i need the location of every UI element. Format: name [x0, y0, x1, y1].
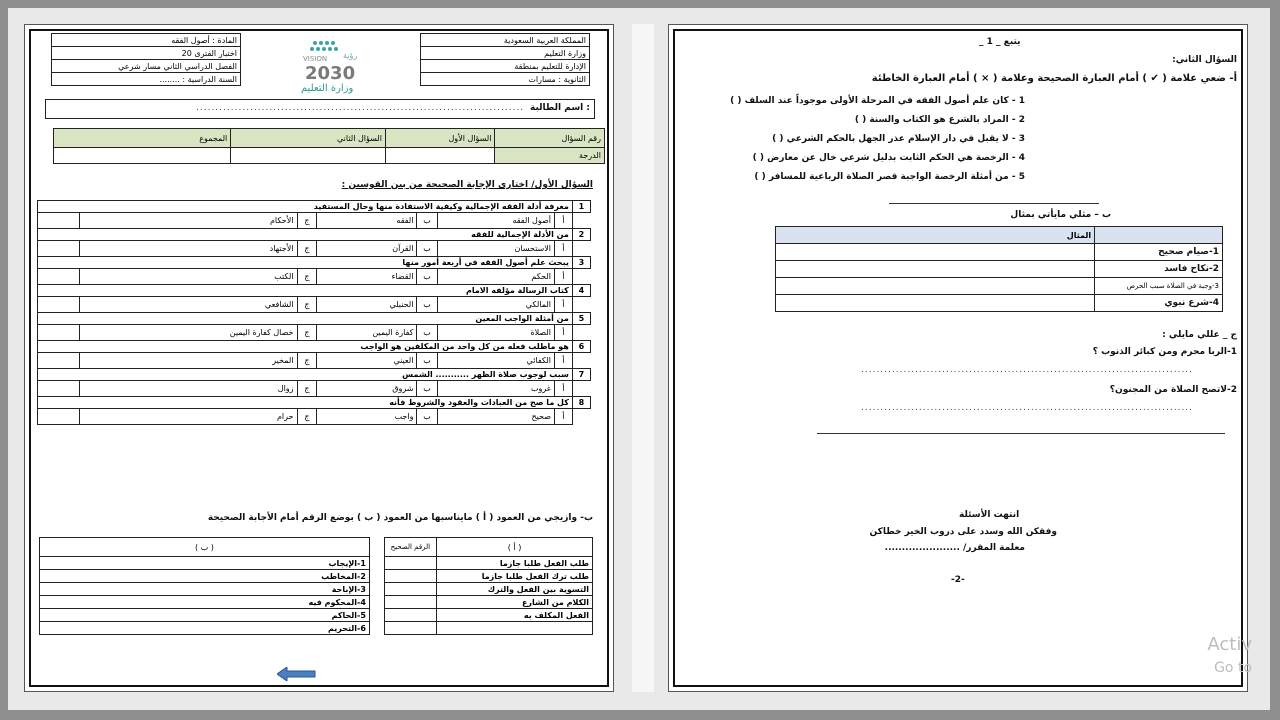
end-text: انتهت الأسئلة [959, 510, 1020, 520]
mcq-letter-b[interactable]: ب [417, 297, 437, 313]
mcq-letter-c[interactable]: ج [297, 409, 317, 425]
num-header: الرقم الصحيح [384, 538, 436, 557]
q1b-title: ب- وازيجي من العمود ( أ ) مايناسبها من العمود ( ب ) بوضع الرقم أمام الأجابة الصحيحة [207, 513, 593, 523]
example-item-1: 1-صيام صحيح [1095, 244, 1223, 261]
mcq-option-b[interactable]: الفقه [317, 213, 417, 229]
match-col-a-item [437, 622, 593, 635]
mcq-letter-a[interactable]: أ [555, 297, 573, 313]
match-answer-cell[interactable] [384, 622, 436, 635]
back-arrow-icon[interactable] [277, 667, 317, 681]
mcq-body [38, 201, 591, 425]
page-number: -2- [951, 575, 965, 585]
score-table [53, 128, 605, 164]
tf-item-5: 5 - من أمثلة الرخصة الواجبة قصر الصلاة الرباعية للمسافر ( ) [754, 172, 1025, 182]
mcq-stem: يبحث علم أصول الفقه في أربعة أمور منها [38, 257, 573, 269]
mcq-stem: كتاب الرسالة مؤلفه الامام [38, 285, 573, 297]
mcq-options-row [38, 213, 591, 229]
mcq-stem-row [38, 341, 591, 353]
subject-cell: المادة : أصول الفقه [52, 34, 241, 47]
header-left-table [51, 33, 241, 86]
logo-vision: VISION [303, 55, 328, 63]
mcq-letter-a[interactable]: أ [555, 409, 573, 425]
mcq-options-row [38, 325, 591, 341]
mcq-option-b[interactable]: القضاء [317, 269, 417, 285]
match-answer-cell[interactable] [384, 557, 436, 570]
mcq-stem-row [38, 397, 591, 409]
divider-1 [889, 203, 1099, 204]
mcq-letter-c[interactable]: ج [297, 241, 317, 257]
match-table [39, 537, 593, 635]
mcq-options-row [38, 381, 591, 397]
mcq-letter-a[interactable]: أ [555, 241, 573, 257]
mcq-number: 3 [572, 257, 590, 269]
example-header: المثال [776, 227, 1095, 244]
mcq-table [37, 200, 591, 425]
mcq-number: 6 [572, 341, 590, 353]
tf-item-2: 2 - المراد بالشرع هو الكتاب والسنة ( ) [854, 115, 1025, 125]
mcq-letter-a[interactable]: أ [555, 353, 573, 369]
mcq-number: 5 [572, 313, 590, 325]
score-q2-cell[interactable] [231, 148, 386, 164]
school-cell: الثانوية : مسارات [421, 73, 590, 86]
match-col-a-item: طلب الفعل طلبا جازما [437, 557, 593, 570]
mcq-option-c[interactable]: الكتب [80, 269, 297, 285]
activate-watermark-1: Activ [1207, 634, 1252, 655]
divider-2 [817, 433, 1225, 434]
score-q1-cell[interactable] [385, 148, 495, 164]
page-gap [632, 24, 654, 692]
mcq-number: 1 [572, 201, 590, 213]
col-b-header: ( ب ) [40, 538, 370, 557]
match-col-b-item: 6-التحريم [40, 622, 370, 635]
mcq-letter-c[interactable]: ج [297, 269, 317, 285]
mcq-letter-c[interactable]: ج [297, 297, 317, 313]
logo-2030: 2030 [305, 63, 356, 84]
reason-2: 2-لاتصح الصلاة من المجنون؟ [1109, 385, 1237, 395]
match-answer-cell[interactable] [384, 583, 436, 596]
country-cell: المملكة العربية السعودية [421, 34, 590, 47]
mcq-letter-b[interactable]: ب [417, 241, 437, 257]
mcq-stem: سبب لوجوب صلاة الظهر ........... الشمس [38, 369, 573, 381]
mcq-stem: معرفة أدلة الفقه الإجمالية وكيفية الاستفادة منها وحال المستفيد [38, 201, 573, 213]
match-col-b-item: 2-المخاطب [40, 570, 370, 583]
mcq-letter-a[interactable]: أ [555, 213, 573, 229]
tf-item-1: 1 - كان علم أصول الفقه في المرحلة الأولى موجوداً عند السلف ( ) [730, 96, 1025, 106]
mcq-letter-b[interactable]: ب [417, 409, 437, 425]
mcq-letter-b[interactable]: ب [417, 269, 437, 285]
mcq-option-a[interactable]: المالكي [437, 297, 554, 313]
q1-title: السؤال الأول/ اختاري الإجابة الصحيحة من بين القوسين : [341, 180, 593, 190]
match-body [40, 557, 593, 635]
student-name-label: اسم الطالبة : [530, 103, 590, 113]
mcq-option-a[interactable]: غروب [437, 381, 554, 397]
reason-1: 1-الربا محرم ومن كبائر الذنوب ؟ [1092, 347, 1237, 357]
mcq-option-a[interactable]: الحكم [437, 269, 554, 285]
student-name-box[interactable] [45, 99, 595, 119]
match-row [40, 622, 593, 635]
mcq-option-c[interactable]: الأجتهاد [80, 241, 297, 257]
mcq-option-b[interactable]: شروق [317, 381, 417, 397]
mcq-option-b[interactable]: العيني [317, 353, 417, 369]
year-cell: السنة الدراسية : ........ [52, 73, 241, 86]
match-col-b-item: 1-الإيجاب [40, 557, 370, 570]
score-total-cell[interactable] [54, 148, 231, 164]
mcq-letter-c[interactable]: ج [297, 381, 317, 397]
mcq-options-row [38, 241, 591, 257]
ministry-cell: وزارة التعليم [421, 47, 590, 60]
logo-ministry: وزارة التعليم [301, 83, 354, 94]
mcq-letter-a[interactable]: أ [555, 269, 573, 285]
mcq-stem-row [38, 229, 591, 241]
mcq-options-row [38, 409, 591, 425]
mcq-letter-b[interactable]: ب [417, 325, 437, 341]
match-col-b-item: 3-الإباحة [40, 583, 370, 596]
match-row [40, 596, 593, 609]
match-col-a-item: طلب ترك الفعل طلبا جازما [437, 570, 593, 583]
example-answer-3[interactable] [776, 278, 1095, 295]
score-header-qnum: رقم السؤال [495, 129, 605, 148]
mcq-options-row [38, 269, 591, 285]
mcq-options-row [38, 353, 591, 369]
wish-text: وفقكن الله وسدد على دروب الخير خطاكن [869, 527, 1057, 537]
mcq-option-a[interactable]: الصلاة [437, 325, 554, 341]
example-answer-2[interactable] [776, 261, 1095, 278]
exam-page-2 [668, 24, 1248, 692]
mcq-stem-row [38, 285, 591, 297]
q2b-title: ب – مثلي مايأتي بمثال [1010, 210, 1111, 220]
score-header-q1: السؤال الأول [385, 129, 495, 148]
match-answer-cell[interactable] [384, 570, 436, 583]
student-name-dots: ..................................................................................... [196, 103, 525, 113]
mcq-letter-c[interactable]: ج [297, 213, 317, 229]
q2a-instruction: أ- ضعي علامة ( ✔ ) أمام العبارة الصحيحة وعلامة ( × ) أمام العبارة الخاطئة [871, 73, 1237, 84]
example-item-4: 4-شرع نبوي [1095, 295, 1223, 312]
mcq-stem-row [38, 313, 591, 325]
admin-cell: الإدارة للتعليم بمنطقة [421, 60, 590, 73]
tf-item-3: 3 - لا يقبل في دار الإسلام عذر الجهل بالحكم الشرعي ( ) [772, 134, 1025, 144]
mcq-letter-a[interactable]: أ [555, 381, 573, 397]
mcq-option-a[interactable]: أصول الفقه [437, 213, 554, 229]
mcq-stem: من أمثلة الواجب المعين [38, 313, 573, 325]
mcq-letter-a[interactable]: أ [555, 325, 573, 341]
mcq-option-c[interactable]: خصال كفارة اليمين [80, 325, 297, 341]
mcq-option-b[interactable]: كفارة اليمين [317, 325, 417, 341]
match-col-a-item: التسوية بين الفعل والترك [437, 583, 593, 596]
col-a-header: ( أ ) [437, 538, 593, 557]
logo-ru2ya: رؤية [343, 51, 358, 60]
match-row [40, 583, 593, 596]
mcq-stem-row [38, 201, 591, 213]
mcq-option-c[interactable]: زوال [80, 381, 297, 397]
mcq-option-a[interactable]: الاستحسان [437, 241, 554, 257]
score-header-q2: السؤال الثاني [231, 129, 386, 148]
mcq-option-b[interactable]: الحنبلي [317, 297, 417, 313]
score-row-label: الدرجة [495, 148, 605, 164]
tf-item-4: 4 - الرخصة هي الحكم الثابت بدليل شرعي خال عن معارض ( ) [752, 153, 1025, 163]
term-cell: الفصل الدراسي الثاني مسار شرعي [52, 60, 241, 73]
page-top-continue: _ 1 _ يتبع [979, 37, 1021, 47]
match-col-a-item: الكلام من الشارع [437, 596, 593, 609]
mcq-letter-b[interactable]: ب [417, 381, 437, 397]
exam-cell: اختبار الفترى 20 [52, 47, 241, 60]
teacher-text: معلمة المقرر/ ...................... [884, 543, 1025, 553]
match-answer-cell[interactable] [384, 596, 436, 609]
example-answer-1[interactable] [776, 244, 1095, 261]
example-item-2: 2-نكاح فاسد [1095, 261, 1223, 278]
mcq-number: 4 [572, 285, 590, 297]
mcq-option-c[interactable]: المخير [80, 353, 297, 369]
mcq-stem: هو ماطلب فعله من كل واحد من المكلفين هو الواجب [38, 341, 573, 353]
q2-title: السؤال الثاني: [1172, 55, 1237, 65]
mcq-stem: كل ما صح من العبادات والعقود والشروط فأنه [38, 397, 573, 409]
match-row [40, 557, 593, 570]
header-right-table [420, 33, 590, 86]
exam-page-1 [24, 24, 614, 692]
match-answer-cell[interactable] [384, 609, 436, 622]
mcq-stem: من الأدلة الإجمالية للفقه [38, 229, 573, 241]
match-row [40, 609, 593, 622]
example-item-3: 3-وجبة في الصلاة سبب الحرص [1095, 278, 1223, 295]
mcq-number: 2 [572, 229, 590, 241]
reason-1-dots: ...................................................................................... [861, 365, 1194, 375]
mcq-stem-row [38, 257, 591, 269]
reason-2-dots: ...................................................................................... [861, 403, 1194, 413]
mcq-option-b[interactable]: واجب [317, 409, 417, 425]
match-col-b-item: 5-الحاكم [40, 609, 370, 622]
mcq-option-a[interactable]: صحيح [437, 409, 554, 425]
q2c-title: ج _ عللي مايلي : [1162, 330, 1237, 340]
mcq-options-row [38, 297, 591, 313]
mcq-option-c[interactable]: حرام [80, 409, 297, 425]
match-row [40, 570, 593, 583]
match-col-b-item: 4-المحكوم فيه [40, 596, 370, 609]
mcq-option-a[interactable]: الكفائي [437, 353, 554, 369]
mcq-number: 8 [572, 397, 590, 409]
example-table [775, 226, 1223, 312]
mcq-stem-row [38, 369, 591, 381]
match-col-a-item: الفعل المكلف به [437, 609, 593, 622]
mcq-option-c[interactable]: الشافعي [80, 297, 297, 313]
mcq-letter-b[interactable]: ب [417, 213, 437, 229]
page-2-border [673, 29, 1243, 687]
vision-2030-logo [265, 37, 385, 97]
mcq-option-c[interactable]: الأحكام [80, 213, 297, 229]
mcq-letter-c[interactable]: ج [297, 353, 317, 369]
activate-watermark-2: Go to [1214, 660, 1252, 676]
mcq-letter-b[interactable]: ب [417, 353, 437, 369]
example-answer-4[interactable] [776, 295, 1095, 312]
mcq-letter-c[interactable]: ج [297, 325, 317, 341]
mcq-option-b[interactable]: القرآن [317, 241, 417, 257]
mcq-number: 7 [572, 369, 590, 381]
score-header-total: المجموع [54, 129, 231, 148]
